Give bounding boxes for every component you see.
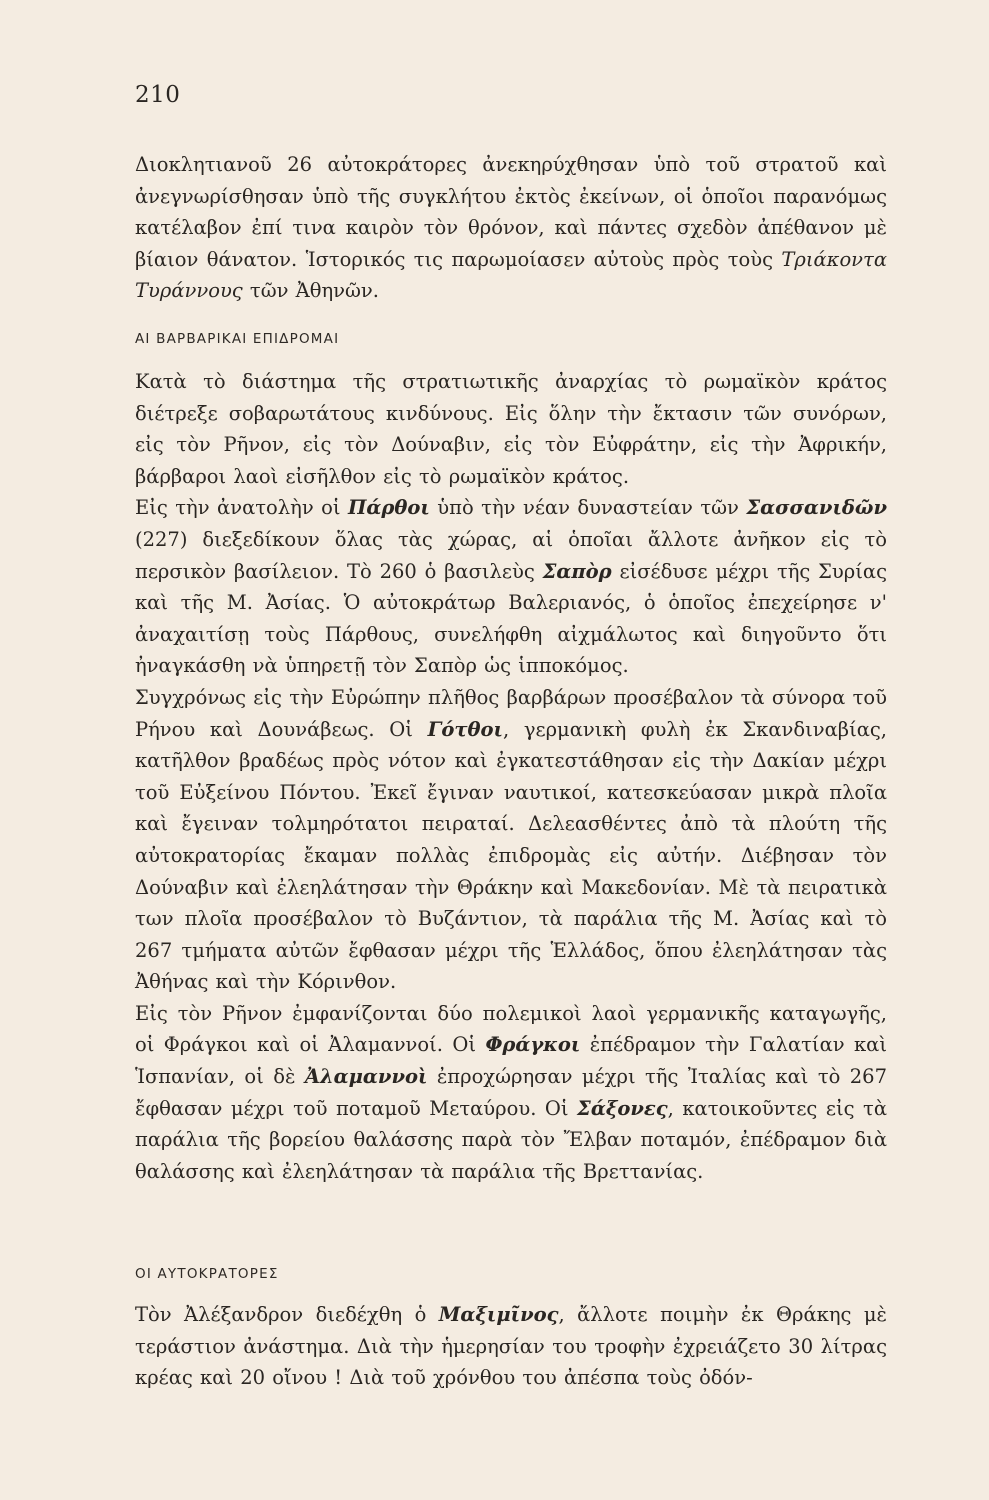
text-run: Τὸν Ἀλέξανδρον διεδέχθη ὁ bbox=[135, 1303, 439, 1326]
paragraph-1 bbox=[135, 149, 887, 307]
page-number: 210 bbox=[135, 82, 181, 108]
bold-term: Φράγκοι bbox=[485, 1033, 581, 1057]
text-run: ὑπὸ τὴν νέαν δυναστείαν τῶν bbox=[429, 496, 747, 520]
bold-term: Ἀλαμαννοὶ bbox=[304, 1065, 428, 1089]
section-barbarian-invasions bbox=[135, 366, 887, 1187]
text-run: Διοκλητιανοῦ 26 αὐτοκράτορες ἀνεκηρύχθησαν ὑπὸ τοῦ στρατοῦ καὶ ἀνεγνωρίσθησαν ὑπὸ τῆς συγκλήτου ἐκτὸς ἐκείνων, οἱ ὁποῖοι παρανόμως κατέλαβον ἐπί τινα καιρὸν τὸν θρόνον, καὶ πάντες σχεδὸν ἀπέθανον μὲ βίαιον θάνατον. Ἱστορικός τις παρωμοίασεν αὐτοὺς πρὸς τοὺς bbox=[135, 153, 887, 271]
text-run: ἐπέδραμον τὴν Γαλατίαν καὶ Ἱσπανίαν, οἱ δὲ bbox=[135, 1033, 887, 1089]
text-run: Εἰς τὸν Ρῆνον ἐμφανίζονται δύο πολεμικοὶ λαοὶ γερμανικῆς καταγωγῆς, οἱ Φράγκοι καὶ οἱ Ἀλαμαννοί. Οἱ bbox=[135, 1001, 887, 1057]
paragraph-5 bbox=[135, 998, 887, 1188]
paragraph-4 bbox=[135, 682, 887, 998]
bold-term: Πάρθοι bbox=[347, 496, 430, 520]
text-run: , κατοικοῦντες εἰς τὰ παράλια τῆς βορείου θαλάσσης παρὰ τὸν Ἔλβαν ποταμόν, ἐπέδραμον διὰ θαλάσσης καὶ ἐλεηλάτησαν τὰ παράλια τῆς Βρεττανίας. bbox=[135, 1096, 887, 1183]
bold-term: Μαξιμῖνος bbox=[438, 1303, 559, 1326]
paragraph-3 bbox=[135, 492, 887, 682]
bold-term: Σαπὸρ bbox=[542, 559, 612, 583]
text-run: τῶν Ἀθηνῶν. bbox=[242, 279, 379, 303]
text-run: εἰσέδυσε μέχρι τῆς Συρίας καὶ τῆς Μ. Ἀσίας. Ὁ αὐτοκράτωρ Βαλεριανός, ὁ ὁποῖος ἐπεχείρησε ν' ἀναχαιτίσῃ τοὺς Πάρθους, συνελήφθη αἰχμάλωτος καὶ διηγοῦντο ὅτι ἠναγκάσθη νὰ ὑπηρετῇ τὸν Σαπὸρ ὡς ἱπποκόμος. bbox=[135, 559, 887, 678]
text-run: Εἰς τὴν ἀνατολὴν οἱ bbox=[135, 496, 348, 520]
section-emperors bbox=[135, 1299, 887, 1394]
bold-term: Σασσανιδῶν bbox=[746, 496, 887, 520]
text-run: ἐπροχώρησαν μέχρι τῆς Ἰταλίας καὶ τὸ 267 ἔφθασαν μέχρι τοῦ ποταμοῦ Μεταύρου. Οἱ bbox=[135, 1065, 887, 1120]
bold-term: Γότθοι bbox=[427, 717, 503, 741]
paragraph-intro bbox=[135, 149, 887, 307]
paragraph-2: Κατὰ τὸ διάστημα τῆς στρατιωτικῆς ἀναρχίας τὸ ρωμαϊκὸν κράτος διέτρεξε σοβαρωτάτους κινδύνους. Εἰς ὅλην τὴν ἔκτασιν τῶν συνόρων, εἰς τὸν Ρῆνον, εἰς τὸν Δούναβιν, εἰς τὸν Εὐφράτην, εἰς τὴν Ἀφρικήν, βάρβαροι λαοὶ εἰσῆλθον εἰς τὸ ρωμαϊκὸν κράτος. bbox=[135, 370, 887, 488]
text-run: Συγχρόνως εἰς τὴν Εὐρώπην πλῆθος βαρβάρων προσέβαλον τὰ σύνορα τοῦ Ρήνου καὶ Δουνάβεως. Οἱ bbox=[135, 685, 887, 741]
text-run: (227) διεξεδίκουν ὅλας τὰς χώρας, αἱ ὁποῖαι ἄλλοτε ἀνῆκον εἰς τὸ περσικὸν βασίλειον. Τὸ 260 ὁ βασιλεὺς bbox=[135, 527, 887, 583]
paragraph-6 bbox=[135, 1299, 887, 1394]
text-run: , ἄλλοτε ποιμὴν ἐκ Θράκης μὲ τεράστιον ἀνάστημα. Διὰ τὴν ἡμερησίαν του τροφὴν ἐχρειάζετο 30 λίτρας κρέας καὶ 20 οἴνου ! Διὰ τοῦ χρόνθου του ἀπέσπα τοὺς ὀδόν- bbox=[135, 1303, 888, 1390]
section-heading-barbarian-invasions: ΑΙ ΒΑΡΒΑΡΙΚΑΙ ΕΠΙΔΡΟΜΑΙ bbox=[135, 331, 340, 347]
bold-term: Σάξονες bbox=[577, 1096, 668, 1120]
text-run: , γερμανικὴ φυλὴ ἐκ Σκανδιναβίας, κατῆλθον βραδέως πρὸς νότον καὶ ἐγκατεστάθησαν εἰς τὴν Δακίαν μέχρι τοῦ Εὐξείνου Πόντου. Ἐκεῖ ἔγιναν ναυτικοί, κατεσκεύασαν μικρὰ πλοῖα καὶ ἔγειναν τολμηρότατοι πειραταί. Δελεασθέντες ἀπὸ τὰ πλούτη τῆς αὐτοκρατορίας ἔκαμαν πολλὰς ἐπιδρομὰς εἰς αὐτήν. Διέβησαν τὸν Δούναβιν καὶ ἐλεηλάτησαν τὴν Θράκην καὶ Μακεδονίαν. Μὲ τὰ πειρατικὰ των πλοῖα προσέβαλον τὸ Βυζάντιον, τὰ παράλια τῆς Μ. Ἀσίας καὶ τὸ 267 τμήματα αὐτῶν ἔφθασαν μέχρι τῆς Ἑλλάδος, ὅπου ἐλεηλάτησαν τὰς Ἀθήνας καὶ τὴν Κόρινθον. bbox=[135, 717, 887, 994]
italic-term: Τριάκοντα Τυράννους bbox=[135, 247, 887, 303]
section-heading-emperors: ΟΙ ΑΥΤΟΚΡΑΤΟΡΕΣ bbox=[135, 1266, 279, 1282]
